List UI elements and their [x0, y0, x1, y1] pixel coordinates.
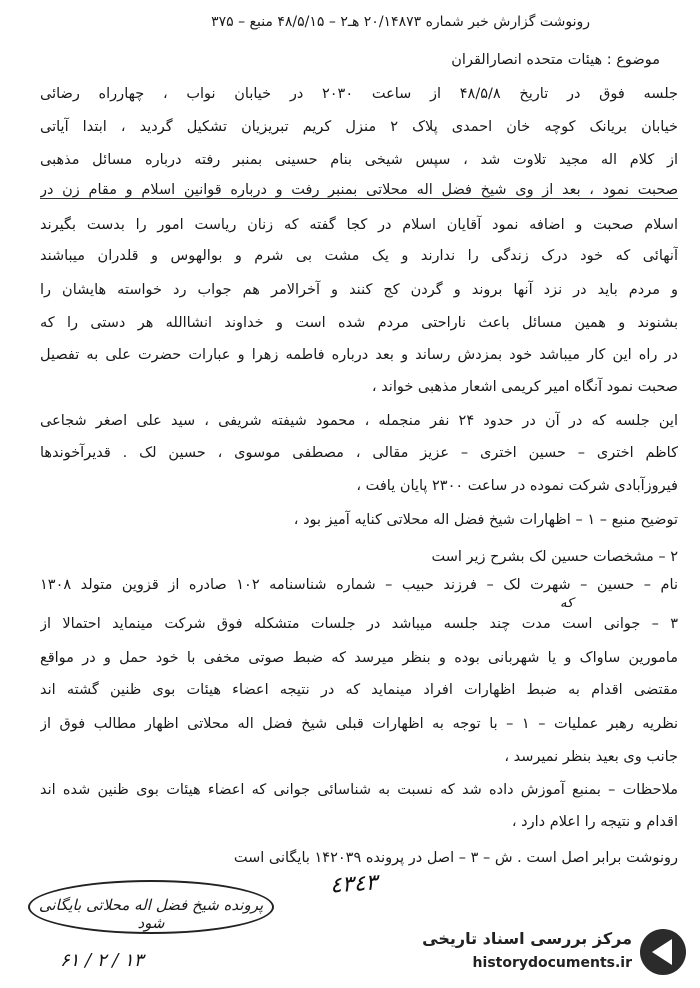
play-logo-icon: [640, 929, 686, 975]
body-line-7: و مردم باید در نزد آنها بروند و گردن کج کنند و آخرالامر هم جواب رد خواسته هایشان را: [40, 282, 678, 298]
body-line-2: خیابان بریانک کوچه خان احمدی پلاک ۲ منزل کریم تبریزیان تشکیل گردید ، ابتدا آیاتی: [40, 119, 678, 135]
body-line-4: [40, 180, 678, 200]
remarks-line-2: اقدام و نتیجه را اعلام دارد ،: [511, 814, 678, 830]
attendees-line-1: این جلسه که در آن در حدود ۲۴ نفر منجمله ، محمود شیفته شریفی ، سید علی اصغر شجاعی: [40, 413, 678, 429]
body-line-8: بشنوند و همین مسائل باعث ناراحتی مردم شده است و خداوند انشاالله هر دستی را که: [40, 315, 678, 331]
attendees-line-2: کاظم اختری – حسین اختری – عزیز مقالی ، مصطفی موسوی ، حسین لک . قدیرآخوندها: [40, 445, 678, 461]
source-note-4: ۳ – جوانی است مدت چند جلسه میباشد در جلسات متشکله فوق شرکت مینماید احتمالا از: [40, 616, 678, 632]
body-line-1: جلسه فوق در تاریخ ۴۸/۵/۸ از ساعت ۲۰۳۰ در خیابان نواب ، چهارراه رضائی: [40, 86, 678, 102]
source-note-6: مقتضی اقدام به ضبط اظهارات افراد مینماید که در نتیجه اعضاء هیئات بوی ظنین گشته اند: [40, 682, 678, 698]
copy-note: رونوشت برابر اصل است . ش – ۳ – اصل در پرونده ۱۴۲۰۳۹ بایگانی است: [233, 850, 678, 866]
source-note-2: ۲ – مشخصات حسین لک بشرح زیر است: [431, 549, 678, 565]
source-note-1: توضیح منبع – ۱ – اظهارات شیخ فضل اله محلاتی کنایه آمیز بود ،: [293, 512, 678, 528]
source-note-5: مامورین ساواک و یا شهربانی بوده و بنظر میرسد که ضبط صوتی مخفی با خود حمل و در مواقع: [40, 650, 678, 666]
body-line-9: در راه این کار میباشد خود بمزدش رساند و بعد درباره فاطمه زهرا و عبارات حضرت علی به تفصیل: [40, 347, 678, 363]
document-header: رونوشت گزارش خبر شماره ۲۰/۱۴۸۷۳ هـ۲ – ۴۸/۵/۱۵ منبع – ۳۷۵: [211, 14, 590, 30]
source-note-3: نام – حسین – شهرت لک – فرزند حبیب – شماره شناسنامه ۱۰۲ صادره از قزوین متولد ۱۳۰۸: [40, 577, 678, 593]
body-line-4-text: صحبت نمود ، بعد از وی شیخ فضل اله محلاتی بمنبر رفت و درباره قوانین اسلام و مقام زن در: [40, 182, 678, 198]
analysis-line-2: جانب وی بعید بنظر نمیرسد ،: [504, 749, 678, 765]
watermark-title: مرکز بررسی اسناد تاریخی: [422, 929, 632, 948]
stamp-text: پرونده شیخ فضل اله محلاتی بایگانی شود: [38, 896, 264, 932]
inline-insert: که: [560, 596, 574, 611]
archive-stamp: [28, 880, 274, 934]
analysis-line-1: نظریه رهبر عملیات – ۱ – با توجه به اظهارات قبلی شیخ فضل اله محلاتی اظهار مطالب فوق از: [40, 716, 678, 732]
handwritten-date: ۱۳ / ۲ / ۶۱: [60, 950, 144, 971]
document-subject: موضوع : هیئات متحده انصارالقران: [451, 52, 660, 68]
body-line-10: صحبت نمود آنگاه امیر کریمی اشعار مذهبی خواند ،: [371, 379, 678, 395]
remarks-line-1: ملاحظات – بمنبع آموزش داده شد که نسبت به شناسائی جوانی که اعضاء هیئات بوی ظنین شده اند: [40, 782, 678, 798]
body-line-6: آنهائی که خود درک زندگی را ندارند و یک مشت بی شرم و بوالهوس و قلدران میباشند: [40, 248, 678, 264]
watermark-logo: [420, 925, 690, 983]
body-line-5: اسلام صحبت و اضافه نمود آقایان اسلام در کجا گفته که زنان ریاست امور را بدست بگیرند: [40, 217, 678, 233]
watermark-url: historydocuments.ir: [472, 955, 632, 971]
body-line-3: از کلام اله مجید تلاوت شد ، سپس شیخی بنام حسینی بمنبر رفته درباره مسائل مذهبی: [40, 152, 678, 168]
margin-note: ٤٣٤٣: [329, 870, 379, 899]
attendees-line-3: فیروزآبادی شرکت نموده در ساعت ۲۳۰۰ پایان یافت ،: [356, 478, 678, 494]
